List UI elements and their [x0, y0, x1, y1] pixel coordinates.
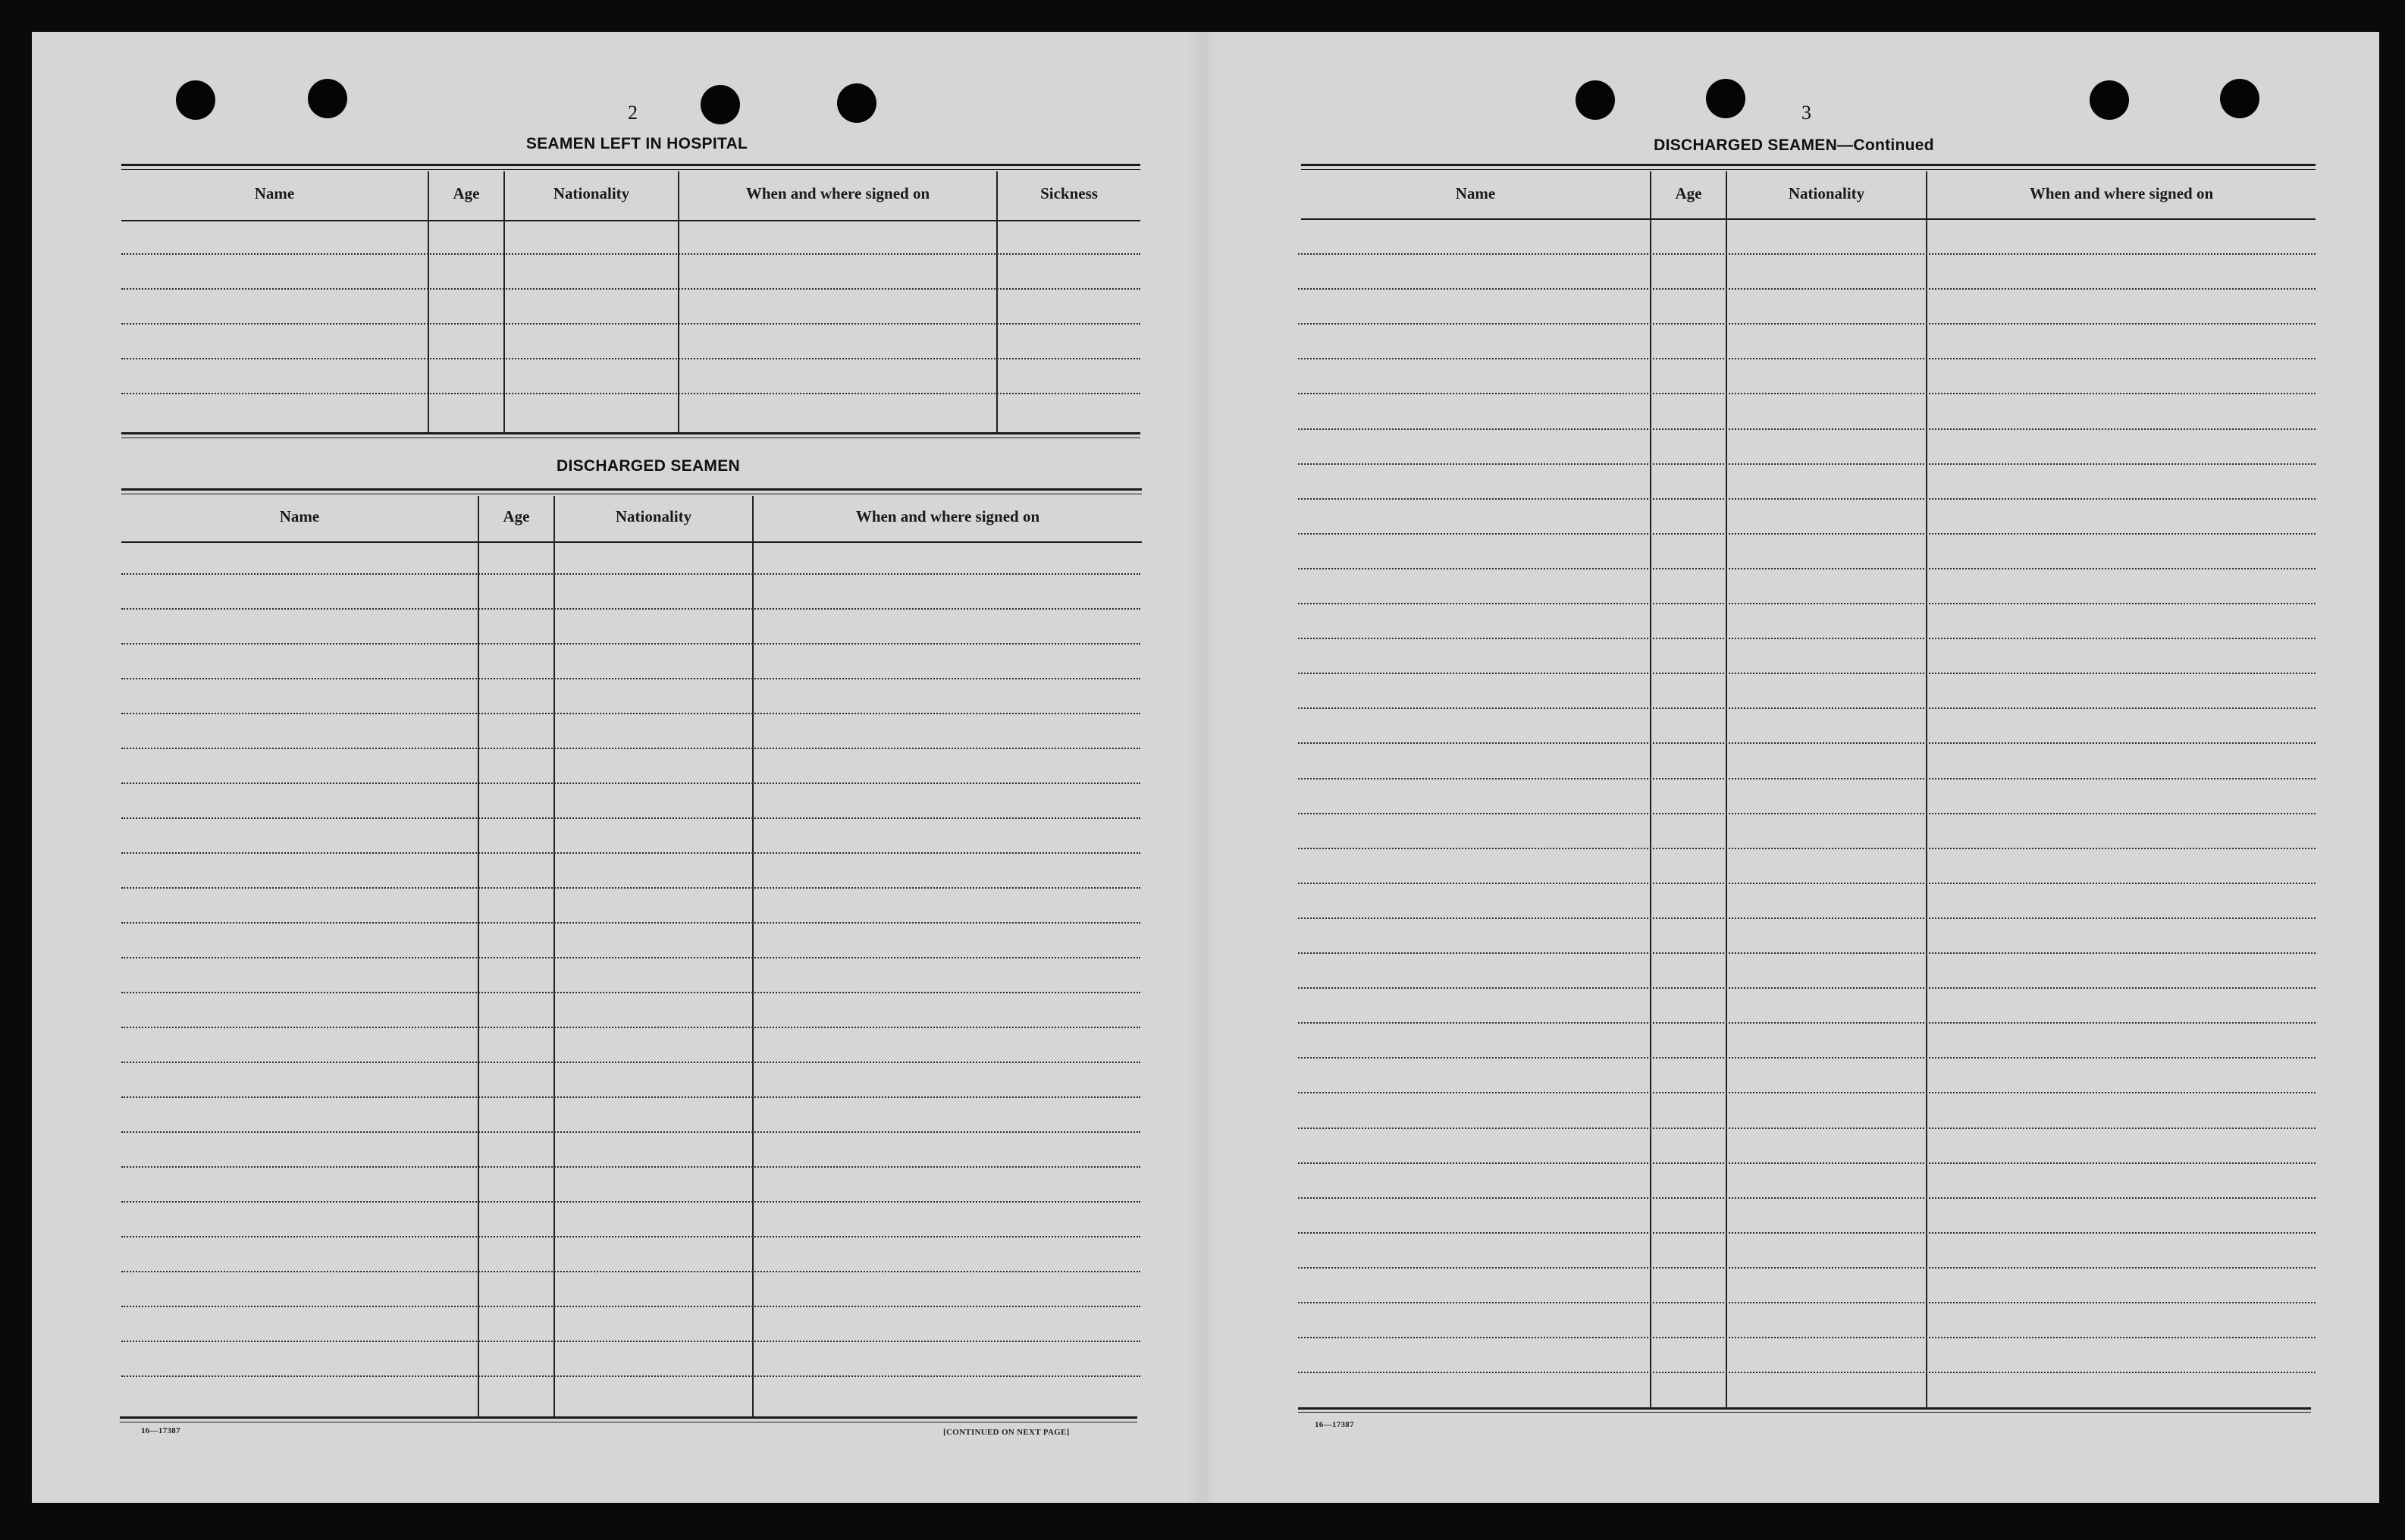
continued-header-rule [1301, 218, 2316, 220]
blank-entry-row [121, 323, 1140, 325]
punch-hole [176, 80, 215, 120]
blank-entry-row [121, 1062, 1140, 1063]
blank-entry-row [121, 1375, 1140, 1377]
blank-entry-row [121, 1131, 1140, 1133]
blank-entry-row [121, 643, 1140, 645]
blank-entry-row [121, 1236, 1140, 1237]
blank-entry-row [1298, 288, 2316, 290]
continued-top-rule-thin [1301, 169, 2316, 170]
continued-bottom-rule-thin [1298, 1412, 2311, 1413]
continued-col-signed-on: When and where signed on [2029, 184, 2214, 202]
blank-entry-row [1298, 778, 2316, 779]
blank-entry-row [121, 1341, 1140, 1342]
continued-note: [CONTINUED ON NEXT PAGE] [943, 1428, 1070, 1437]
blank-entry-row [1298, 498, 2316, 500]
blank-entry-row [121, 748, 1140, 749]
blank-entry-row [121, 992, 1140, 993]
discharged-continued-title [1301, 136, 2287, 155]
blank-entry-row [121, 1306, 1140, 1307]
discharged-col-age: Age [503, 507, 530, 525]
hospital-top-rule-thin [121, 169, 1140, 170]
discharged-col-signed-on: When and where signed on [855, 507, 1040, 525]
blank-entry-row [1298, 533, 2316, 535]
blank-entry-row [1298, 1302, 2316, 1303]
punch-hole [2090, 80, 2129, 120]
blank-entry-row [121, 852, 1140, 854]
page-number-left: 2 [628, 102, 638, 124]
hospital-header-rule [121, 220, 1140, 221]
punch-hole [701, 85, 740, 124]
discharged-col-nationality: Nationality [615, 507, 692, 525]
discharged-top-rule [121, 488, 1142, 491]
discharged-header-rule [121, 541, 1142, 543]
continued-col-divider [1726, 171, 1727, 1407]
blank-entry-row [1298, 1197, 2316, 1199]
discharged-continued-title-main: DISCHARGED SEAMEN [1654, 136, 1838, 154]
blank-entry-row [1298, 1092, 2316, 1093]
blank-entry-row [1298, 603, 2316, 604]
discharged-title: DISCHARGED SEAMEN [557, 457, 740, 475]
punch-hole [308, 79, 347, 118]
blank-entry-row [121, 573, 1140, 575]
continued-col-name: Name [1455, 184, 1496, 202]
blank-entry-row [1298, 1372, 2316, 1373]
punch-hole [1706, 79, 1745, 118]
blank-entry-row [1298, 1162, 2316, 1164]
form-number-left: 16—17387 [141, 1426, 180, 1435]
discharged-bottom-rule [120, 1416, 1137, 1419]
discharged-col-name: Name [279, 507, 320, 525]
blank-entry-row [1298, 848, 2316, 849]
blank-entry-row [1298, 952, 2316, 954]
continued-top-rule [1301, 164, 2316, 166]
blank-entry-row [1298, 463, 2316, 465]
blank-entry-row [1298, 323, 2316, 325]
discharged-continued-title-suffix: —Continued [1837, 136, 1934, 154]
blank-entry-row [121, 887, 1140, 889]
blank-entry-row [121, 288, 1140, 290]
blank-entry-row [121, 678, 1140, 679]
blank-entry-row [1298, 883, 2316, 884]
blank-entry-row [1298, 568, 2316, 569]
form-number-right: 16—17387 [1315, 1420, 1354, 1429]
page-fold [1187, 32, 1218, 1503]
blank-entry-row [1298, 358, 2316, 359]
blank-entry-row [1298, 917, 2316, 919]
continued-col-divider [1926, 171, 1927, 1407]
continued-col-divider [1650, 171, 1651, 1407]
punch-hole [2220, 79, 2259, 118]
blank-entry-row [1298, 813, 2316, 814]
discharged-col-divider [478, 496, 479, 1416]
blank-entry-row [121, 817, 1140, 819]
hospital-col-nationality: Nationality [553, 184, 630, 202]
hospital-col-name: Name [254, 184, 295, 202]
hospital-bottom-rule [121, 432, 1140, 434]
blank-entry-row [121, 253, 1140, 255]
discharged-col-divider [752, 496, 754, 1416]
blank-entry-row [121, 1271, 1140, 1272]
blank-entry-row [121, 783, 1140, 784]
blank-entry-row [121, 358, 1140, 359]
hospital-col-signed-on: When and where signed on [745, 184, 930, 202]
hospital-title: SEAMEN LEFT IN HOSPITAL [525, 135, 748, 152]
blank-entry-row [1298, 638, 2316, 639]
blank-entry-row [1298, 253, 2316, 255]
blank-entry-row [1298, 673, 2316, 674]
blank-entry-row [1298, 1022, 2316, 1024]
blank-entry-row [121, 393, 1140, 394]
continued-col-age: Age [1675, 184, 1702, 202]
blank-entry-row [121, 608, 1140, 610]
discharged-col-divider [553, 496, 555, 1416]
blank-entry-row [121, 922, 1140, 924]
continued-bottom-rule [1298, 1407, 2311, 1410]
hospital-col-age: Age [453, 184, 480, 202]
blank-entry-row [1298, 1232, 2316, 1234]
blank-entry-row [121, 1027, 1140, 1028]
hospital-top-rule [121, 164, 1140, 166]
punch-hole [837, 83, 876, 123]
blank-entry-row [121, 713, 1140, 714]
blank-entry-row [121, 1201, 1140, 1203]
blank-entry-row [1298, 1337, 2316, 1338]
hospital-col-sickness: Sickness [1040, 184, 1098, 202]
blank-entry-row [1298, 707, 2316, 709]
blank-entry-row [1298, 987, 2316, 989]
continued-col-nationality: Nationality [1788, 184, 1865, 202]
blank-entry-row [1298, 742, 2316, 744]
blank-entry-row [121, 957, 1140, 958]
blank-entry-row [121, 1166, 1140, 1168]
punch-hole [1576, 80, 1615, 120]
blank-entry-row [1298, 393, 2316, 394]
page-number-right: 3 [1801, 102, 1811, 124]
blank-entry-row [1298, 1267, 2316, 1269]
blank-entry-row [1298, 1057, 2316, 1059]
blank-entry-row [1298, 428, 2316, 430]
blank-entry-row [121, 1096, 1140, 1098]
blank-entry-row [1298, 1128, 2316, 1129]
